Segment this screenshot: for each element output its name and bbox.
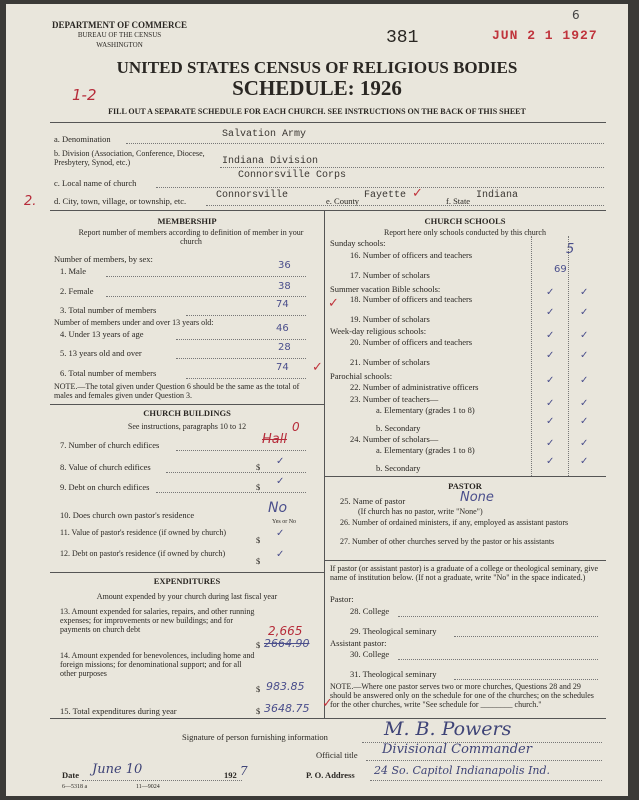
check-icon: ✓ bbox=[546, 375, 555, 386]
q8-dollar: $ bbox=[256, 462, 261, 472]
received-date-stamp: JUN 2 1 1927 bbox=[492, 28, 598, 43]
q26-label: 26. Number of ordained ministers, if any, employed as assistant pastors bbox=[340, 518, 569, 527]
red-annotation-side: 2. bbox=[24, 194, 37, 209]
q14-label: 14. Amount expended for benevolences, including home and foreign missions; for denominational support; and for all other purposes bbox=[60, 651, 255, 678]
local-name-value: Connorsville Corps bbox=[238, 170, 347, 181]
q7-correction: 0 bbox=[292, 420, 300, 434]
q16-value: 5 bbox=[566, 242, 575, 257]
check-icon: ✓ bbox=[580, 456, 589, 467]
parochial-label: Parochial schools: bbox=[330, 371, 393, 381]
po-address-value: 24 So. Capitol Indianapolis Ind. bbox=[374, 764, 551, 777]
date-value: June 10 bbox=[92, 762, 143, 777]
form-title: UNITED STATES CENSUS OF RELIGIOUS BODIES bbox=[116, 58, 518, 77]
q22-label: 22. Number of administrative officers bbox=[350, 382, 479, 392]
check-icon: ✓ bbox=[276, 456, 285, 467]
divider bbox=[324, 476, 606, 477]
check-icon: ✓ bbox=[546, 438, 555, 449]
expenditures-title: EXPENDITURES bbox=[153, 576, 221, 586]
field-line bbox=[366, 760, 602, 761]
field-line bbox=[126, 143, 604, 144]
q12-label: 12. Debt on pastor's residence (if owned by church) bbox=[60, 549, 226, 558]
column-divider bbox=[324, 210, 325, 718]
q13-original-value: 2664.90 bbox=[264, 637, 310, 650]
pastor-title: PASTOR bbox=[448, 481, 482, 491]
q25-hint: (If church has no pastor, write "None") bbox=[358, 507, 483, 516]
q9-label: 9. Debt on church edifices bbox=[60, 482, 150, 492]
check-icon: ✓ bbox=[580, 350, 589, 361]
divider bbox=[50, 210, 606, 211]
field-line bbox=[186, 315, 306, 316]
red-check-icon: ✓ bbox=[412, 186, 423, 201]
city-value: Connorsville bbox=[216, 190, 289, 201]
q3-label: 3. Total number of members bbox=[60, 305, 157, 315]
print-code: 6—5318 a bbox=[62, 784, 88, 790]
po-address-label: P. O. Address bbox=[306, 770, 355, 780]
department-heading bbox=[52, 20, 187, 50]
q7-label: 7. Number of church edifices bbox=[60, 440, 160, 450]
q10-value: No bbox=[268, 500, 288, 516]
q24-label: 24. Number of scholars— bbox=[350, 434, 439, 444]
state-label: f. State bbox=[446, 196, 471, 206]
red-annotation-top: 1-2 bbox=[72, 86, 97, 104]
membership-intro: Report number of members according to definition of member in your church bbox=[78, 228, 304, 246]
q14-value: 983.85 bbox=[266, 680, 305, 693]
field-line bbox=[220, 167, 604, 168]
signature-label: Signature of person furnishing information bbox=[182, 732, 328, 742]
red-check-icon: ✓ bbox=[322, 696, 333, 711]
buildings-title: CHURCH BUILDINGS bbox=[143, 408, 231, 418]
check-icon: ✓ bbox=[546, 350, 555, 361]
q25-label: 25. Name of pastor bbox=[340, 496, 406, 506]
q13-corrected-value: 2,665 bbox=[268, 624, 303, 638]
field-line bbox=[370, 780, 602, 781]
divider bbox=[50, 122, 606, 123]
q16-label: 16. Number of officers and teachers bbox=[350, 250, 473, 260]
q7-value: Hall bbox=[262, 432, 287, 447]
check-icon: ✓ bbox=[546, 330, 555, 341]
assistant-label: Assistant pastor: bbox=[330, 638, 387, 648]
q6-value: 74 bbox=[276, 362, 289, 373]
division-value: Indiana Division bbox=[222, 156, 319, 167]
divider bbox=[324, 560, 606, 561]
q3-value: 74 bbox=[276, 299, 289, 310]
column-divider bbox=[568, 236, 569, 476]
red-check-icon: ✓ bbox=[312, 360, 323, 375]
q27-label: 27. Number of other churches served by the pastor or his assistants bbox=[340, 537, 555, 546]
q31-label: 31. Theological seminary bbox=[350, 669, 437, 679]
check-icon: ✓ bbox=[276, 476, 285, 487]
division-label: b. Division (Association, Conference, Diocese, Presbytery, Synod, etc.) bbox=[54, 149, 205, 167]
check-icon: ✓ bbox=[580, 416, 589, 427]
q1-value: 36 bbox=[278, 260, 291, 271]
divider bbox=[50, 404, 324, 405]
check-icon: ✓ bbox=[276, 549, 285, 560]
field-line bbox=[156, 187, 604, 188]
field-line bbox=[106, 276, 306, 277]
field-line bbox=[454, 679, 598, 680]
signature: M. B. Powers bbox=[384, 718, 512, 740]
q4-label: 4. Under 13 years of age bbox=[60, 329, 144, 339]
official-title-value: Divisional Commander bbox=[382, 742, 532, 757]
check-icon: ✓ bbox=[580, 287, 589, 298]
q12-dollar: $ bbox=[256, 556, 261, 566]
q30-label: 30. College bbox=[350, 649, 390, 659]
county-label: e. County bbox=[326, 196, 360, 206]
field-line bbox=[176, 358, 306, 359]
dept-name: DEPARTMENT OF COMMERCE bbox=[52, 20, 188, 30]
q9-dollar: $ bbox=[256, 482, 261, 492]
official-title-label: Official title bbox=[316, 750, 358, 760]
field-line bbox=[176, 339, 306, 340]
age-intro: Number of members under and over 13 years old: bbox=[54, 318, 214, 327]
yes-no-hint: Yes or No bbox=[272, 519, 297, 525]
instruction-line: FILL OUT A SEPARATE SCHEDULE FOR EACH CHURCH. SEE INSTRUCTIONS ON THE BACK OF THIS SHEET bbox=[108, 107, 526, 116]
field-line bbox=[156, 492, 306, 493]
field-line bbox=[106, 296, 306, 297]
q24a-label: a. Elementary (grades 1 to 8) bbox=[376, 445, 475, 455]
red-check-icon: ✓ bbox=[328, 296, 339, 311]
q24b-label: b. Secondary bbox=[376, 463, 421, 473]
q29-label: 29. Theological seminary bbox=[350, 626, 437, 636]
q23-label: 23. Number of teachers— bbox=[350, 394, 439, 404]
q23a-label: a. Elementary (grades 1 to 8) bbox=[376, 405, 475, 415]
sunday-label: Sunday schools: bbox=[330, 238, 386, 248]
schools-title: CHURCH SCHOOLS bbox=[424, 216, 506, 226]
check-icon: ✓ bbox=[580, 330, 589, 341]
q17-value: 69 bbox=[554, 264, 567, 275]
q15-value: 3648.75 bbox=[264, 702, 310, 715]
q25-value: None bbox=[460, 490, 494, 505]
q14-dollar: $ bbox=[256, 684, 261, 694]
city-label: d. City, town, village, or township, etc. bbox=[54, 196, 187, 206]
q19-label: 19. Number of scholars bbox=[350, 314, 430, 324]
schedule-title: SCHEDULE: 1926 bbox=[232, 76, 402, 100]
city-name: WASHINGTON bbox=[96, 41, 143, 49]
field-line bbox=[398, 616, 598, 617]
q6-label: 6. Total number of members bbox=[60, 368, 157, 378]
bureau-name: BUREAU OF THE CENSUS bbox=[77, 31, 162, 39]
year-label: 192 bbox=[224, 770, 237, 780]
college-intro: If pastor (or assistant pastor) is a graduate of a college or theological seminary, give name of institution below. (If not a graduate, write "No" in the space indicated.) bbox=[330, 564, 599, 582]
schools-sub: Report here only schools conducted by this church bbox=[384, 228, 546, 237]
check-icon: ✓ bbox=[580, 398, 589, 409]
q28-label: 28. College bbox=[350, 606, 390, 616]
column-divider bbox=[531, 236, 532, 476]
field-line bbox=[454, 636, 598, 637]
membership-title: MEMBERSHIP bbox=[157, 216, 217, 226]
check-icon: ✓ bbox=[580, 375, 589, 386]
expenditures-sub: Amount expended by your church during last fiscal year bbox=[96, 592, 278, 601]
membership-note: NOTE.—The total given under Question 6 should be the same as the total of males and females given under Question 3. bbox=[54, 382, 300, 400]
divider bbox=[50, 572, 324, 573]
county-value: Fayette bbox=[364, 190, 407, 201]
year-digit: 7 bbox=[240, 764, 248, 778]
check-icon: ✓ bbox=[546, 456, 555, 467]
pastor-label: Pastor: bbox=[330, 594, 354, 604]
q2-value: 38 bbox=[278, 281, 291, 292]
check-icon: ✓ bbox=[546, 287, 555, 298]
q20-label: 20. Number of officers and teachers bbox=[350, 337, 473, 347]
q11-label: 11. Value of pastor's residence (if owned by church) bbox=[60, 528, 227, 537]
field-line bbox=[398, 659, 598, 660]
census-schedule-sheet bbox=[6, 4, 628, 796]
denomination-value: Salvation Army bbox=[222, 129, 307, 140]
check-icon: ✓ bbox=[546, 398, 555, 409]
local-name-label: c. Local name of church bbox=[54, 178, 137, 188]
field-line bbox=[186, 378, 306, 379]
check-icon: ✓ bbox=[546, 416, 555, 427]
q11-dollar: $ bbox=[256, 535, 261, 545]
q2-label: 2. Female bbox=[60, 286, 94, 296]
q17-label: 17. Number of scholars bbox=[350, 270, 430, 280]
q13-dollar: $ bbox=[256, 640, 261, 650]
q23b-label: b. Secondary bbox=[376, 423, 421, 433]
q5-label: 5. 13 years old and over bbox=[60, 348, 142, 358]
q4-value: 46 bbox=[276, 323, 289, 334]
q10-label: 10. Does church own pastor's residence bbox=[60, 510, 195, 520]
check-icon: ✓ bbox=[580, 307, 589, 318]
by-sex-label: Number of members, by sex: bbox=[54, 254, 153, 264]
q13-label: 13. Amount expended for salaries, repairs, and other running expenses; for improvements or new buildings; and for payments on church debt bbox=[60, 607, 255, 634]
form-number: 381 bbox=[386, 28, 419, 48]
q21-label: 21. Number of scholars bbox=[350, 357, 430, 367]
summer-label: Summer vacation Bible schools: bbox=[330, 284, 441, 294]
buildings-sub: See instructions, paragraphs 10 to 12 bbox=[127, 422, 247, 431]
print-code-2: 11—9024 bbox=[136, 784, 160, 790]
check-icon: ✓ bbox=[276, 528, 285, 539]
page-number: 6 bbox=[572, 8, 580, 22]
field-line bbox=[82, 780, 242, 781]
pastor-note: NOTE.—Where one pastor serves two or more churches, Questions 28 and 29 should be answered only on the schedule for one of the churches; on the schedules for the other churches, write "See schedule for ________ church." bbox=[330, 682, 594, 709]
field-line bbox=[206, 205, 604, 206]
q15-dollar: $ bbox=[256, 706, 261, 716]
date-label: Date bbox=[62, 770, 79, 780]
field-line bbox=[176, 450, 306, 451]
q15-label: 15. Total expenditures during year bbox=[60, 706, 177, 716]
field-line bbox=[166, 472, 306, 473]
denomination-label: a. Denomination bbox=[54, 134, 111, 144]
divider bbox=[50, 718, 606, 719]
check-icon: ✓ bbox=[546, 307, 555, 318]
q18-label: 18. Number of officers and teachers bbox=[350, 294, 473, 304]
state-value: Indiana bbox=[476, 190, 519, 201]
q5-value: 28 bbox=[278, 342, 291, 353]
q1-label: 1. Male bbox=[60, 266, 86, 276]
weekday-label: Week-day religious schools: bbox=[330, 326, 427, 336]
check-icon: ✓ bbox=[580, 438, 589, 449]
q8-label: 8. Value of church edifices bbox=[60, 462, 151, 472]
